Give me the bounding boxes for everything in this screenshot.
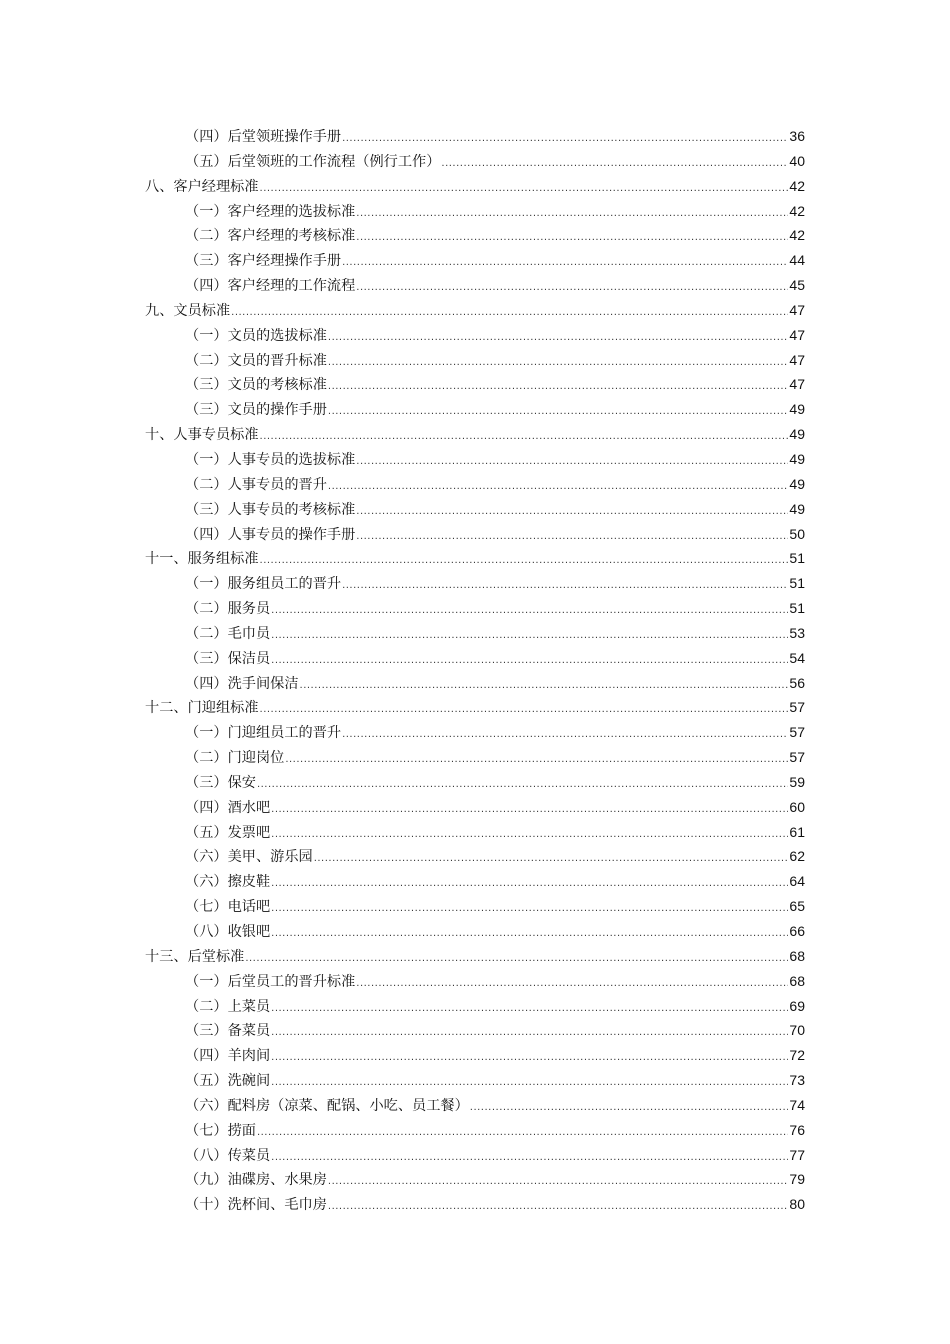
toc-subsection-entry[interactable] (145, 795, 805, 820)
toc-dot-leader (441, 152, 788, 177)
toc-dot-leader (260, 177, 789, 202)
toc-dot-leader (342, 251, 788, 276)
toc-page-number: 42 (789, 202, 805, 219)
toc-subsection-entry[interactable] (145, 1143, 805, 1168)
toc-page-number: 49 (789, 450, 805, 467)
toc-dot-leader (260, 698, 789, 723)
toc-entry-title: （三）备菜员 (185, 1023, 271, 1040)
toc-entry-title: （二）人事专员的晋升 (185, 476, 327, 493)
toc-dot-leader (271, 1071, 788, 1096)
toc-dot-leader (356, 972, 788, 997)
toc-page-number: 49 (789, 401, 805, 418)
toc-dot-leader (260, 425, 789, 450)
toc-section-entry[interactable] (145, 695, 805, 720)
toc-subsection-entry[interactable] (145, 1043, 805, 1068)
toc-subsection-entry[interactable] (145, 745, 805, 770)
toc-dot-leader (271, 1146, 788, 1171)
toc-entry-title: （五）发票吧 (185, 824, 271, 841)
toc-page-number: 70 (789, 1022, 805, 1039)
toc-page-number: 40 (789, 152, 805, 169)
toc-page-number: 68 (789, 947, 805, 964)
toc-section-entry[interactable] (145, 944, 805, 969)
toc-dot-leader (328, 1195, 789, 1220)
toc-subsection-entry[interactable] (145, 820, 805, 845)
toc-subsection-entry[interactable] (145, 348, 805, 373)
toc-subsection-entry[interactable] (145, 223, 805, 248)
toc-page-number: 74 (789, 1096, 805, 1113)
toc-page-number: 61 (789, 823, 805, 840)
toc-page-number: 66 (789, 923, 805, 939)
toc-dot-leader (271, 922, 788, 947)
toc-dot-leader (328, 475, 789, 500)
toc-dot-leader (328, 1170, 789, 1195)
toc-subsection-entry[interactable] (145, 273, 805, 298)
toc-entry-title: （九）油碟房、水果房 (185, 1172, 327, 1189)
toc-subsection-entry[interactable] (145, 1192, 805, 1217)
toc-subsection-entry[interactable] (145, 869, 805, 894)
toc-subsection-entry[interactable] (145, 323, 805, 348)
toc-subsection-entry[interactable] (145, 397, 805, 422)
toc-entry-title: （一）文员的选拔标准 (185, 327, 327, 344)
toc-entry-title: （一）人事专员的选拔标准 (185, 451, 356, 468)
toc-entry-title: （五）后堂领班的工作流程（例行工作） (185, 153, 441, 170)
toc-entry-title: （四）洗手间保洁 (185, 675, 299, 692)
toc-section-entry[interactable] (145, 174, 805, 199)
toc-page-number: 45 (789, 277, 805, 294)
toc-entry-title: （三）客户经理操作手册 (185, 253, 342, 270)
toc-subsection-entry[interactable] (145, 372, 805, 397)
toc-dot-leader (356, 226, 788, 251)
toc-page-number: 57 (789, 699, 805, 716)
toc-subsection-entry[interactable] (145, 199, 805, 224)
toc-dot-leader (271, 624, 788, 649)
toc-dot-leader (356, 525, 788, 550)
toc-subsection-entry[interactable] (145, 969, 805, 994)
toc-dot-leader (271, 1021, 788, 1046)
toc-dot-leader (257, 1121, 788, 1146)
toc-page-number: 50 (789, 525, 805, 542)
toc-dot-leader (328, 326, 789, 351)
toc-dot-leader (342, 574, 788, 599)
toc-page-number: 49 (789, 500, 805, 517)
toc-subsection-entry[interactable] (145, 1093, 805, 1118)
toc-entry-title: （六）美甲、游乐园 (185, 849, 313, 866)
toc-section-entry[interactable] (145, 422, 805, 447)
toc-entry-title: （二）上菜员 (185, 998, 271, 1015)
toc-page-number: 36 (789, 128, 805, 144)
toc-dot-leader (356, 276, 788, 301)
toc-entry-title: （四）后堂领班操作手册 (185, 129, 342, 145)
toc-dot-leader (271, 798, 788, 823)
toc-subsection-entry[interactable] (145, 720, 805, 745)
toc-page-number: 49 (789, 475, 805, 492)
toc-entry-title: （一）客户经理的选拔标准 (185, 203, 356, 220)
toc-entry-title: 十三、后堂标准 (145, 948, 245, 965)
toc-page-number: 56 (789, 674, 805, 691)
toc-dot-leader (271, 823, 788, 848)
toc-subsection-entry[interactable] (145, 522, 805, 547)
toc-entry-title: 十一、服务组标准 (145, 551, 259, 568)
toc-dot-leader (271, 897, 788, 922)
toc-page-number: 47 (789, 301, 805, 318)
toc-subsection-entry[interactable] (145, 124, 805, 149)
toc-page-number: 77 (789, 1146, 805, 1163)
toc-subsection-entry[interactable] (145, 1068, 805, 1093)
toc-section-entry[interactable] (145, 546, 805, 571)
toc-subsection-entry[interactable] (145, 646, 805, 671)
toc-page-number: 62 (789, 848, 805, 865)
toc-entry-title: （四）酒水吧 (185, 799, 271, 816)
toc-page-number: 60 (789, 798, 805, 815)
toc-page-number: 44 (789, 252, 805, 269)
toc-page-number: 42 (789, 177, 805, 194)
toc-page-number: 57 (789, 724, 805, 741)
toc-dot-leader (271, 997, 788, 1022)
toc-page-number: 54 (789, 649, 805, 666)
toc-dot-leader (328, 351, 789, 376)
toc-subsection-entry[interactable] (145, 596, 805, 621)
toc-dot-leader (271, 599, 788, 624)
toc-dot-leader (328, 375, 789, 400)
toc-entry-title: （一）后堂员工的晋升标准 (185, 973, 356, 990)
toc-entry-title: （四）羊肉间 (185, 1048, 271, 1065)
toc-subsection-entry[interactable] (145, 671, 805, 696)
toc-page-number: 79 (789, 1171, 805, 1188)
toc-subsection-entry[interactable] (145, 472, 805, 497)
toc-entry-title: （十）洗杯间、毛巾房 (185, 1197, 327, 1214)
toc-section-entry[interactable] (145, 298, 805, 323)
toc-page-number: 64 (789, 873, 805, 890)
toc-subsection-entry[interactable] (145, 770, 805, 795)
toc-entry-title: （六）配料房（凉菜、配锅、小吃、员工餐） (185, 1097, 469, 1114)
toc-dot-leader (342, 723, 788, 748)
toc-entry-title: （三）人事专员的考核标准 (185, 501, 356, 518)
toc-dot-leader (356, 202, 788, 227)
toc-subsection-entry[interactable] (145, 1167, 805, 1192)
toc-page-number: 49 (789, 426, 805, 443)
toc-dot-leader (356, 500, 788, 525)
toc-entry-title: （八）传菜员 (185, 1147, 271, 1164)
toc-subsection-entry[interactable] (145, 447, 805, 472)
toc-entry-title: （三）保洁员 (185, 650, 271, 667)
toc-entry-title: （二）毛巾员 (185, 625, 271, 642)
toc-page-number: 80 (789, 1196, 805, 1213)
toc-subsection-entry[interactable] (145, 994, 805, 1019)
toc-dot-leader (356, 450, 788, 475)
toc-subsection-entry[interactable] (145, 149, 805, 174)
toc-dot-leader (328, 400, 789, 425)
table-of-contents (145, 124, 805, 1217)
toc-entry-title: （二）文员的晋升标准 (185, 352, 327, 369)
toc-entry-title: （四）客户经理的工作流程 (185, 278, 356, 295)
toc-entry-title: 九、文员标准 (145, 302, 231, 319)
toc-subsection-entry[interactable] (145, 894, 805, 919)
toc-page-number: 65 (789, 898, 805, 915)
toc-entry-title: （六）擦皮鞋 (185, 874, 271, 891)
toc-subsection-entry[interactable] (145, 621, 805, 646)
toc-page-number: 76 (789, 1121, 805, 1138)
toc-page-number: 47 (789, 376, 805, 393)
toc-entry-title: （八）收银吧 (185, 924, 271, 940)
toc-dot-leader (314, 847, 789, 872)
toc-page-number: 47 (789, 351, 805, 368)
toc-dot-leader (470, 1096, 789, 1121)
toc-entry-title: 十二、门迎组标准 (145, 700, 259, 717)
toc-entry-title: （七）电话吧 (185, 899, 271, 916)
toc-dot-leader (300, 674, 789, 699)
toc-dot-leader (231, 301, 788, 326)
toc-dot-leader (271, 649, 788, 674)
toc-entry-title: （七）捞面 (185, 1122, 256, 1139)
toc-dot-leader (245, 947, 788, 972)
toc-page-number: 53 (789, 624, 805, 641)
toc-page-number: 59 (789, 773, 805, 790)
toc-entry-title: 十、人事专员标准 (145, 427, 259, 444)
toc-subsection-entry[interactable] (145, 1118, 805, 1143)
toc-page-number: 69 (789, 997, 805, 1014)
toc-entry-title: （二）客户经理的考核标准 (185, 228, 356, 245)
toc-entry-title: （三）保安 (185, 774, 256, 791)
toc-dot-leader (285, 748, 788, 773)
toc-subsection-entry[interactable] (145, 1018, 805, 1043)
toc-entry-title: （一）门迎组员工的晋升 (185, 725, 342, 742)
toc-dot-leader (271, 1046, 788, 1071)
toc-entry-title: （三）文员的考核标准 (185, 377, 327, 394)
toc-dot-leader (260, 549, 789, 574)
toc-entry-title: （三）文员的操作手册 (185, 402, 327, 419)
toc-dot-leader (271, 872, 788, 897)
toc-subsection-entry[interactable] (145, 497, 805, 522)
toc-dot-leader (257, 773, 788, 798)
toc-page-number: 68 (789, 972, 805, 989)
toc-entry-title: 八、客户经理标准 (145, 178, 259, 195)
toc-page-number: 57 (789, 749, 805, 766)
toc-subsection-entry[interactable] (145, 571, 805, 596)
toc-subsection-entry[interactable] (145, 248, 805, 273)
toc-entry-title: （五）洗碗间 (185, 1073, 271, 1090)
toc-entry-title: （一）服务组员工的晋升 (185, 576, 342, 593)
toc-subsection-entry[interactable] (145, 844, 805, 869)
toc-page-number: 47 (789, 326, 805, 343)
toc-dot-leader (342, 127, 788, 152)
toc-entry-title: （二）服务员 (185, 601, 271, 618)
toc-page-number: 51 (789, 575, 805, 592)
toc-entry-title: （四）人事专员的操作手册 (185, 526, 356, 543)
toc-page-number: 42 (789, 227, 805, 244)
toc-page-number: 51 (789, 600, 805, 617)
toc-page-number: 73 (789, 1072, 805, 1089)
toc-entry-title: （二）门迎岗位 (185, 750, 285, 767)
toc-subsection-entry[interactable] (145, 919, 805, 944)
toc-page-number: 51 (789, 550, 805, 567)
toc-page-number: 72 (789, 1047, 805, 1064)
